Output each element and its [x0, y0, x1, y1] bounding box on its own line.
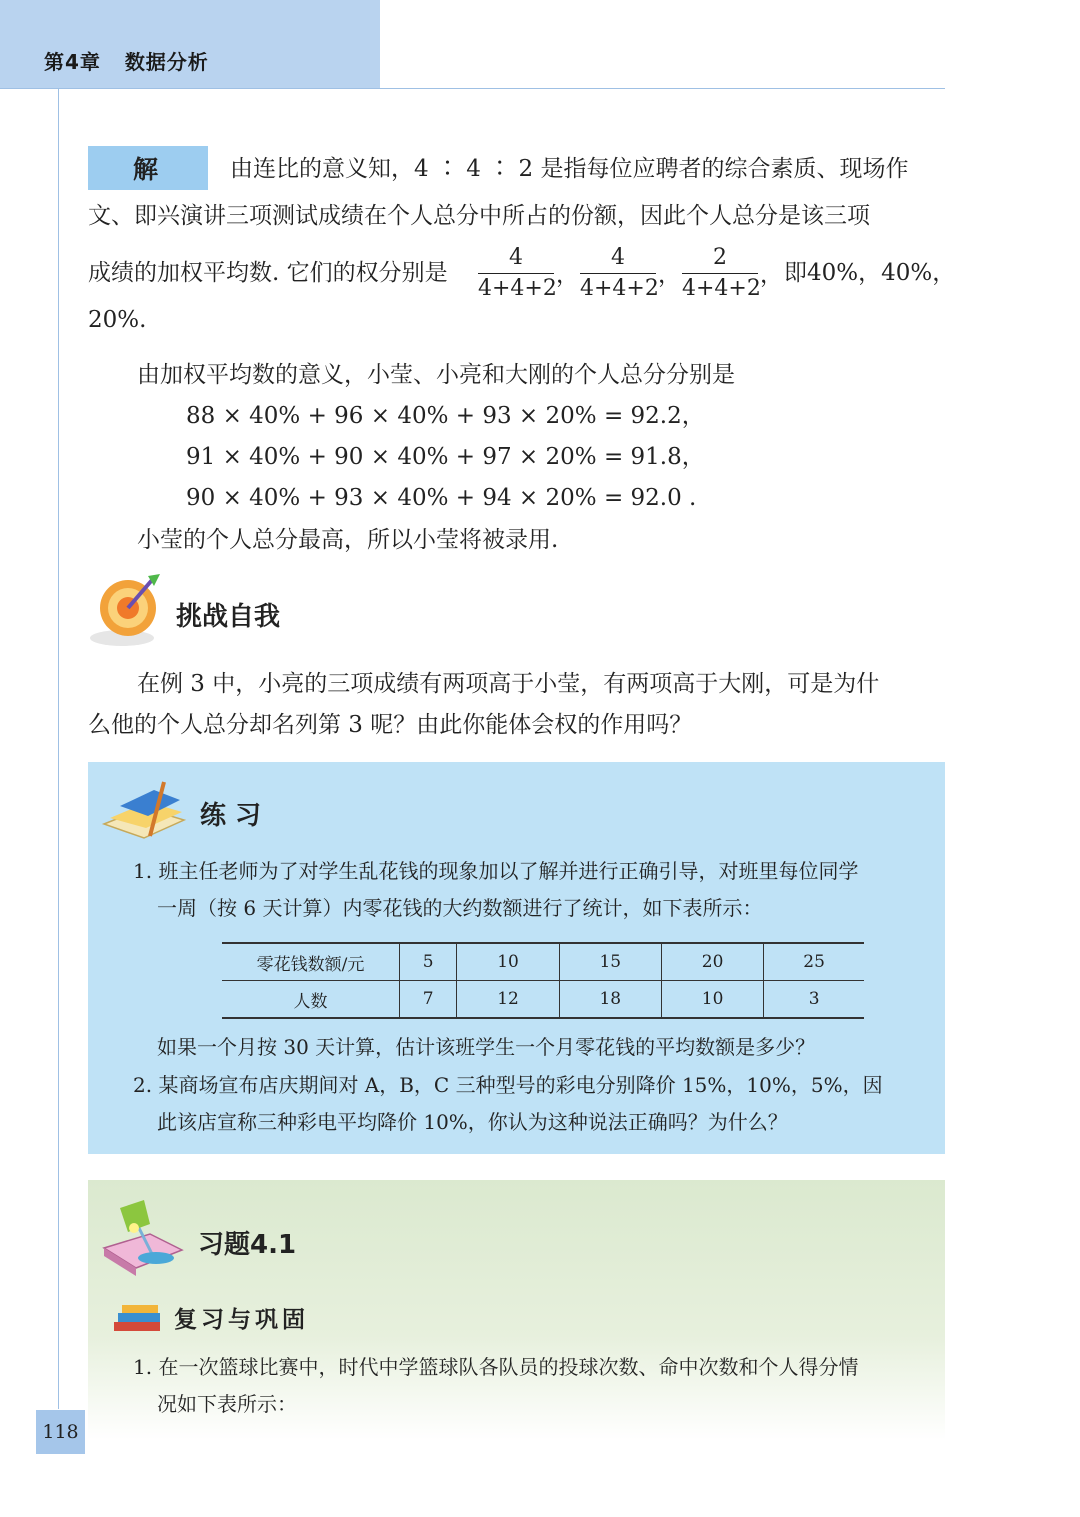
books-pencil-icon	[100, 778, 190, 844]
fraction-1-denominator: 4+4+2	[478, 276, 557, 301]
table-cell: 25	[764, 943, 864, 981]
solution-conclusion: 小莹的个人总分最高，所以小莹将被录用.	[137, 527, 559, 553]
challenge-title: 挑战自我	[176, 602, 281, 632]
table-cell: 12	[457, 981, 559, 1019]
equation-1: 88 × 40% + 96 × 40% + 93 × 20% = 92.2，	[186, 403, 705, 429]
practice-q1-line-2: 一周（按 6 天计算）内零花钱的大约数额进行了统计，如下表所示：	[157, 896, 763, 920]
exercise-title: 习题4.1	[198, 1230, 297, 1260]
table-cell: 10	[661, 981, 763, 1019]
target-icon	[88, 572, 166, 648]
solution-label: 解	[133, 155, 159, 184]
table-cell: 18	[559, 981, 661, 1019]
fraction-2	[580, 245, 659, 302]
solution-intro: 由加权平均数的意义，小莹、小亮和大刚的个人总分分别是	[137, 362, 735, 388]
solution-line-3-suffix: 即40%，40%，	[784, 260, 956, 286]
fraction-1-numerator: 4	[509, 245, 523, 270]
equation-3: 90 × 40% + 93 × 40% + 94 × 20% = 92.0 .	[186, 485, 697, 511]
table-header-cell: 零花钱数额/元	[222, 943, 400, 981]
practice-q2-line-1: 2. 某商场宣布店庆期间对 A，B，C 三种型号的彩电分别降价 15%，10%，5%，因	[133, 1073, 883, 1097]
table-row	[222, 943, 864, 981]
exercise-q1-line-1: 1. 在一次篮球比赛中，时代中学篮球队各队员的投球次数、命中次数和个人得分情	[133, 1355, 859, 1379]
margin-line	[58, 89, 59, 1409]
table-cell: 5	[400, 943, 457, 981]
fraction-3	[682, 245, 761, 302]
table-cell: 10	[457, 943, 559, 981]
practice-q1-line-1: 1. 班主任老师为了对学生乱花钱的现象加以了解并进行正确引导，对班里每位同学	[133, 859, 859, 883]
fraction-comma-2: ，	[658, 262, 681, 288]
fraction-comma-1: ，	[556, 262, 579, 288]
fraction-3-denominator: 4+4+2	[682, 276, 761, 301]
table-cell: 20	[661, 943, 763, 981]
exercise-subtitle: 复习与巩固	[174, 1306, 309, 1333]
fraction-3-numerator: 2	[713, 245, 727, 270]
fraction-1	[478, 245, 557, 302]
solution-line-3-prefix: 成绩的加权平均数. 它们的权分别是	[88, 260, 448, 286]
fraction-comma-3: ，	[760, 262, 783, 288]
header-divider	[0, 88, 945, 89]
chapter-title: 数据分析	[124, 50, 209, 74]
challenge-line-2: 么他的个人总分却名列第 3 呢？由此你能体会权的作用吗？	[88, 712, 693, 738]
table-cell: 7	[400, 981, 457, 1019]
practice-q2-line-2: 此该店宣称三种彩电平均降价 10%，你认为这种说法正确吗？为什么？	[157, 1110, 788, 1134]
lamp-book-icon	[100, 1198, 186, 1280]
stacked-books-icon	[110, 1302, 166, 1334]
table-cell: 3	[764, 981, 864, 1019]
table-row	[222, 981, 864, 1019]
equation-2: 91 × 40% + 90 × 40% + 97 × 20% = 91.8，	[186, 444, 705, 470]
challenge-line-1: 在例 3 中，小亮的三项成绩有两项高于小莹，有两项高于大刚，可是为什	[137, 671, 880, 697]
chapter-header	[44, 46, 209, 75]
solution-line-4: 20%.	[88, 307, 147, 333]
table-cell: 15	[559, 943, 661, 981]
practice-title: 练 习	[200, 801, 262, 831]
fraction-2-numerator: 4	[611, 245, 625, 270]
page-number: 118	[36, 1410, 85, 1454]
exercise-q1-line-2: 况如下表所示：	[157, 1392, 297, 1416]
table-header-cell: 人数	[222, 981, 400, 1019]
pocket-money-table	[222, 942, 864, 1019]
solution-line-2: 文、即兴演讲三项测试成绩在个人总分中所占的份额，因此个人总分是该三项	[88, 203, 870, 229]
practice-q1-line-3: 如果一个月按 30 天计算，估计该班学生一个月零花钱的平均数额是多少？	[157, 1035, 816, 1059]
solution-line-1: 由连比的意义知，4 ∶ 4 ∶ 2 是指每位应聘者的综合素质、现场作	[230, 156, 909, 182]
fraction-2-denominator: 4+4+2	[580, 276, 659, 301]
chapter-number: 第4章	[44, 50, 101, 74]
